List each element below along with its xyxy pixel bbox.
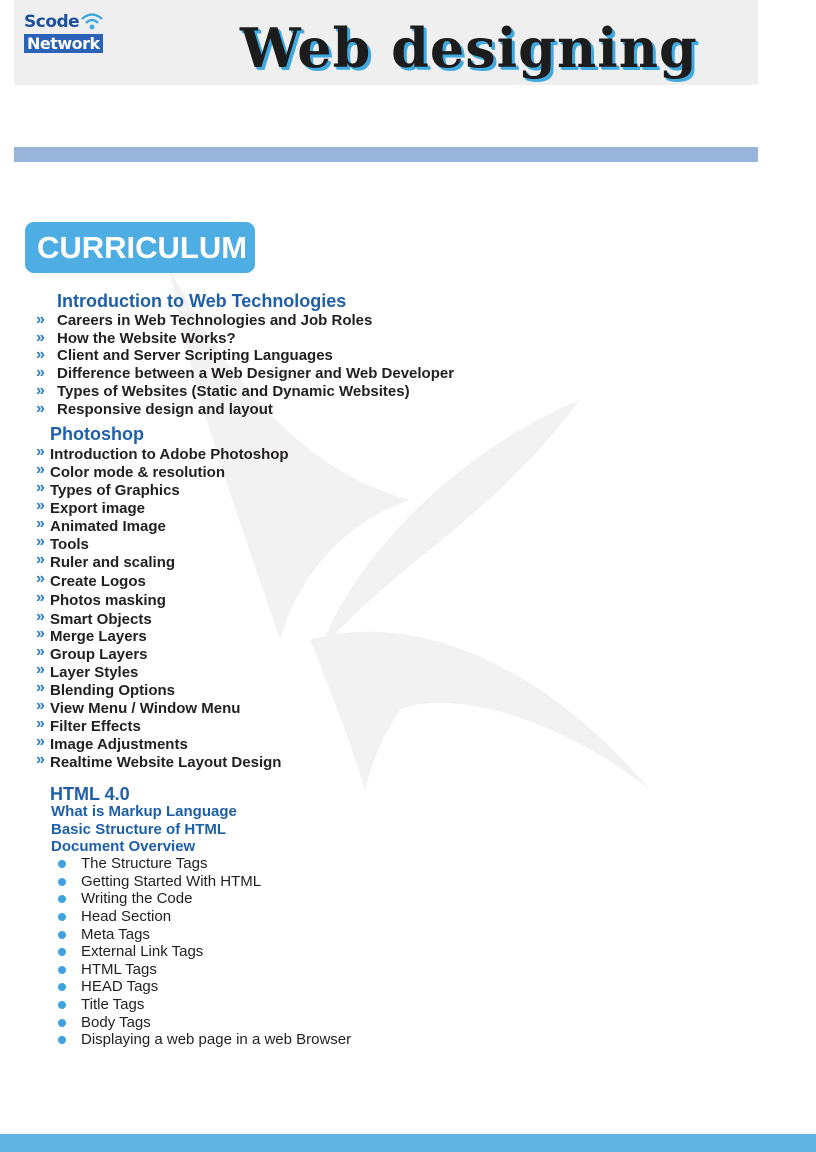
bullet-dot-icon bbox=[58, 1036, 66, 1044]
list-item: Title Tags bbox=[81, 996, 145, 1013]
chevron-right-icon: » bbox=[36, 311, 45, 328]
list-item: Head Section bbox=[81, 908, 172, 925]
bullet-dot-icon bbox=[58, 878, 66, 886]
chevron-right-icon: » bbox=[36, 515, 45, 532]
list-item: Types of Graphics bbox=[50, 482, 180, 499]
logo-line-1: Scode bbox=[24, 12, 80, 32]
list-item: Writing the Code bbox=[81, 890, 193, 907]
chevron-right-icon: » bbox=[36, 400, 45, 417]
list-item: Group Layers bbox=[50, 646, 148, 663]
bullet-dot-icon bbox=[58, 895, 66, 903]
chevron-right-icon: » bbox=[36, 551, 45, 568]
list-item: Filter Effects bbox=[50, 718, 141, 735]
html-subheading: Basic Structure of HTML bbox=[51, 821, 227, 838]
list-item: HTML Tags bbox=[81, 961, 157, 978]
chevron-right-icon: » bbox=[36, 364, 45, 381]
list-item: Responsive design and layout bbox=[57, 401, 273, 418]
chevron-right-icon: » bbox=[36, 443, 45, 460]
list-item: Types of Websites (Static and Dynamic Websites) bbox=[57, 383, 410, 400]
list-item: Layer Styles bbox=[50, 664, 139, 681]
bullet-dot-icon bbox=[58, 1019, 66, 1027]
chevron-right-icon: » bbox=[36, 608, 45, 625]
bullet-dot-icon bbox=[58, 948, 66, 956]
chevron-right-icon: » bbox=[36, 661, 45, 678]
footer-bar bbox=[0, 1134, 816, 1152]
bullet-dot-icon bbox=[58, 931, 66, 939]
html-subheading: Document Overview bbox=[51, 838, 196, 855]
section-title-intro: Introduction to Web Technologies bbox=[57, 291, 347, 311]
chevron-right-icon: » bbox=[36, 461, 45, 478]
chevron-right-icon: » bbox=[36, 715, 45, 732]
page-title: Web designing bbox=[240, 16, 698, 80]
section-title-html: HTML 4.0 bbox=[50, 784, 130, 804]
chevron-right-icon: » bbox=[36, 570, 45, 587]
list-item: Careers in Web Technologies and Job Roles bbox=[57, 312, 373, 329]
list-item: Meta Tags bbox=[81, 926, 150, 943]
chevron-right-icon: » bbox=[36, 479, 45, 496]
list-item: Blending Options bbox=[50, 682, 175, 699]
chevron-right-icon: » bbox=[36, 733, 45, 750]
chevron-right-icon: » bbox=[36, 589, 45, 606]
chevron-right-icon: » bbox=[36, 346, 45, 363]
bullet-dot-icon bbox=[58, 1001, 66, 1009]
bullet-dot-icon bbox=[58, 983, 66, 991]
list-item: Realtime Website Layout Design bbox=[50, 754, 282, 771]
chevron-right-icon: » bbox=[36, 643, 45, 660]
bullet-dot-icon bbox=[58, 913, 66, 921]
list-item: Merge Layers bbox=[50, 628, 147, 645]
logo-line-2: Network bbox=[24, 34, 103, 53]
list-item: Getting Started With HTML bbox=[81, 873, 262, 890]
list-item: Tools bbox=[50, 536, 89, 553]
list-item: Create Logos bbox=[50, 573, 146, 590]
chevron-right-icon: » bbox=[36, 329, 45, 346]
list-item: Photos masking bbox=[50, 592, 166, 609]
list-item: Animated Image bbox=[50, 518, 166, 535]
list-item: View Menu / Window Menu bbox=[50, 700, 241, 717]
bullet-dot-icon bbox=[58, 966, 66, 974]
chevron-right-icon: » bbox=[36, 533, 45, 550]
list-item: Ruler and scaling bbox=[50, 554, 176, 571]
list-item: External Link Tags bbox=[81, 943, 204, 960]
list-item: Export image bbox=[50, 500, 146, 517]
chevron-right-icon: » bbox=[36, 679, 45, 696]
chevron-right-icon: » bbox=[36, 697, 45, 714]
bullet-dot-icon bbox=[58, 860, 66, 868]
list-item: How the Website Works? bbox=[57, 330, 236, 347]
chevron-right-icon: » bbox=[36, 497, 45, 514]
list-item: Body Tags bbox=[81, 1014, 151, 1031]
list-item: HEAD Tags bbox=[81, 978, 159, 995]
section-title-photoshop: Photoshop bbox=[50, 424, 144, 444]
list-item: Displaying a web page in a web Browser bbox=[81, 1031, 352, 1048]
html-subheading: What is Markup Language bbox=[51, 803, 237, 820]
list-item: Image Adjustments bbox=[50, 736, 188, 753]
chevron-right-icon: » bbox=[36, 382, 45, 399]
list-item: Difference between a Web Designer and Web Developer bbox=[57, 365, 455, 382]
list-item: Smart Objects bbox=[50, 611, 152, 628]
curriculum-badge: CURRICULUM bbox=[25, 222, 255, 273]
chevron-right-icon: » bbox=[36, 625, 45, 642]
list-item: The Structure Tags bbox=[81, 855, 208, 872]
list-item: Client and Server Scripting Languages bbox=[57, 347, 333, 364]
chevron-right-icon: » bbox=[36, 751, 45, 768]
list-item: Color mode & resolution bbox=[50, 464, 226, 481]
list-item: Introduction to Adobe Photoshop bbox=[50, 446, 289, 463]
